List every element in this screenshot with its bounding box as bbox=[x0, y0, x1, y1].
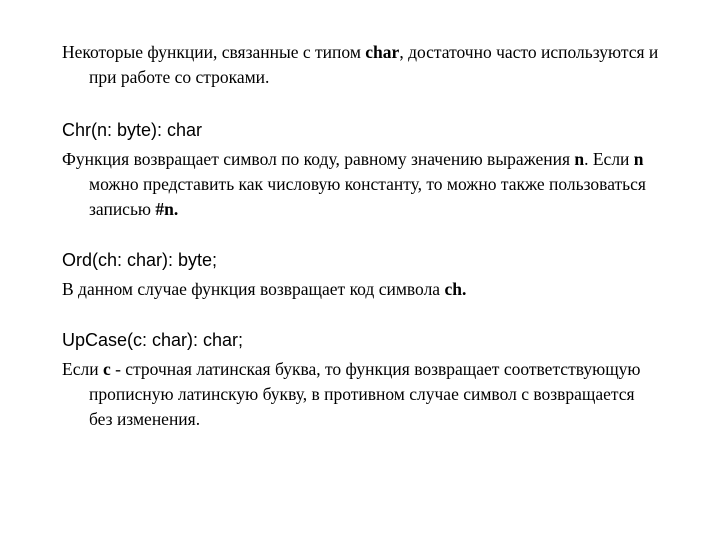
upcase-text-1: Если bbox=[62, 359, 103, 379]
chr-hash-n: #n. bbox=[155, 199, 179, 219]
intro-paragraph bbox=[62, 40, 662, 90]
ord-param-ch: ch. bbox=[444, 279, 467, 299]
chr-param-n: n bbox=[574, 149, 585, 169]
chr-text-1: Функция возвращает символ по коду, равному значению выражения bbox=[62, 149, 575, 169]
chr-signature: Chr(n: byte): char bbox=[62, 120, 203, 140]
chr-text-2: . Если bbox=[584, 149, 634, 169]
upcase-text-2: - строчная латинская буква, то функция возвращает соответствующую прописную латинскую букву, в противном случае символ с возвращается без изменения. bbox=[89, 359, 641, 429]
intro-text-2: , достаточно часто используются и при работе со строками. bbox=[89, 42, 659, 87]
ord-section bbox=[62, 248, 662, 272]
chr-param-n-2: n bbox=[633, 149, 644, 169]
chr-text-3: можно представить как числовую константу, то можно также пользоваться записью bbox=[89, 174, 646, 219]
upcase-section bbox=[62, 328, 662, 352]
chr-description-block bbox=[62, 147, 662, 222]
upcase-param-c: c bbox=[102, 359, 111, 379]
ord-description-block bbox=[62, 277, 662, 302]
intro-type-char: char bbox=[365, 42, 400, 62]
upcase-description-block bbox=[62, 357, 662, 432]
intro-section bbox=[62, 40, 662, 90]
ord-text-1: В данном случае функция возвращает код символа bbox=[62, 279, 445, 299]
upcase-signature: UpCase(c: char): char; bbox=[62, 330, 244, 350]
upcase-description bbox=[62, 357, 662, 432]
ord-description bbox=[62, 277, 662, 302]
chr-section bbox=[62, 118, 662, 142]
chr-description bbox=[62, 147, 662, 222]
intro-text-1: Некоторые функции, связанные с типом bbox=[62, 42, 366, 62]
ord-signature: Ord(ch: char): byte; bbox=[62, 250, 218, 270]
